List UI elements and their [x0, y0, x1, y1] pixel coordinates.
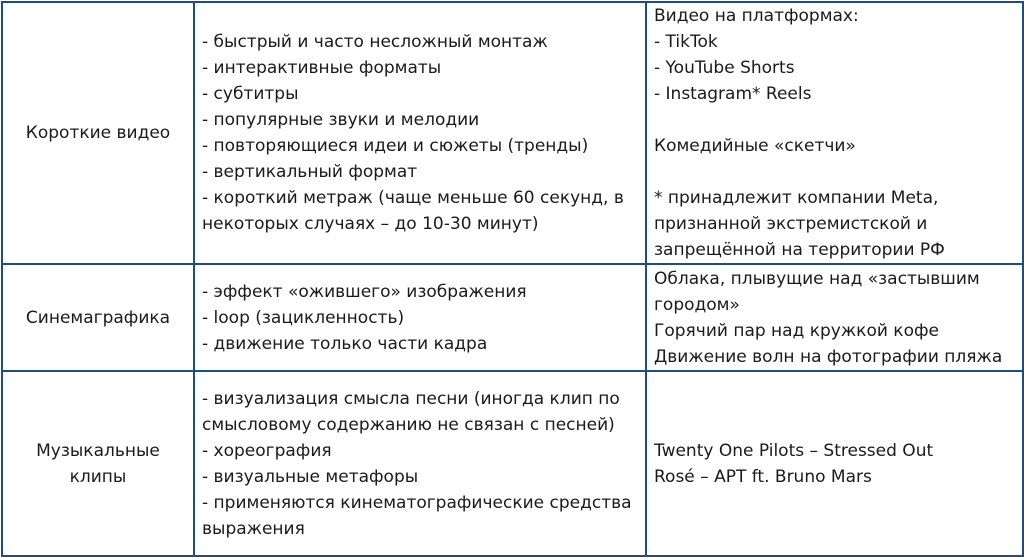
example-line: городом» [654, 294, 740, 315]
feature-line: - визуальные метафоры [202, 466, 419, 487]
example-line: - YouTube Shorts [654, 58, 795, 78]
features-cell [194, 371, 646, 556]
example-line: Видео на платформах: [654, 6, 859, 26]
feature-line: - интерактивные форматы [202, 58, 442, 78]
format-name-line: Синемаграфика [25, 307, 171, 328]
example-line: Облака, плывущие над «застывшим [654, 268, 980, 289]
example-line: Rosé – APT ft. Bruno Mars [654, 466, 872, 487]
format-name-cell [2, 2, 194, 264]
table-row-cinemagraph [2, 264, 1023, 371]
example-line: Горячий пар над кружкой кофе [654, 320, 939, 341]
feature-line: - повторяющиеся идеи и сюжеты (тренды) [202, 136, 589, 156]
format-name-cell [2, 264, 194, 371]
blank-line [654, 159, 1015, 185]
examples-cell [646, 371, 1023, 556]
features-cell [194, 2, 646, 264]
format-name-cell [2, 371, 194, 556]
table-row-music-video [2, 371, 1023, 556]
feature-line: - популярные звуки и мелодии [202, 110, 480, 130]
feature-line: - вертикальный формат [202, 162, 418, 182]
format-name-line: Короткие видео [25, 123, 171, 143]
example-line: Twenty One Pilots – Stressed Out [654, 440, 934, 461]
example-line: запрещённой на территории РФ [654, 240, 945, 260]
feature-line: - движение только части кадра [202, 333, 488, 354]
example-line: * принадлежит компании Meta, [654, 188, 939, 208]
format-name-line: Музыкальные [36, 440, 160, 461]
feature-line: - применяются кинематографические средства [202, 492, 632, 513]
example-line: - TikTok [654, 32, 718, 52]
examples-cell [646, 2, 1023, 264]
feature-line: - loop (зацикленность) [202, 307, 405, 328]
formats-table [1, 1, 1024, 557]
feature-line: - хореография [202, 440, 332, 461]
examples-cell [646, 264, 1023, 371]
example-line: Комедийные «скетчи» [654, 136, 856, 156]
feature-line: некоторых случаях – до 10-30 минут) [202, 214, 539, 234]
example-line: - Instagram* Reels [654, 84, 812, 104]
example-line: Движение волн на фотографии пляжа [654, 346, 1003, 367]
feature-line: - субтитры [202, 84, 299, 104]
feature-line: выражения [202, 518, 305, 539]
example-line: признанной экстремистской и [654, 214, 928, 234]
blank-line [654, 107, 1015, 133]
feature-line: - визуализация смысла песни (иногда клип по [202, 388, 620, 409]
table-row-short-video [2, 2, 1023, 264]
feature-line: - быстрый и часто несложный монтаж [202, 32, 548, 52]
features-cell [194, 264, 646, 371]
format-name-line: клипы [69, 466, 127, 487]
feature-line: смысловому содержанию не связан с песней) [202, 414, 615, 435]
feature-line: - короткий метраж (чаще меньше 60 секунд, в [202, 188, 624, 208]
feature-line: - эффект «ожившего» изображения [202, 281, 527, 302]
